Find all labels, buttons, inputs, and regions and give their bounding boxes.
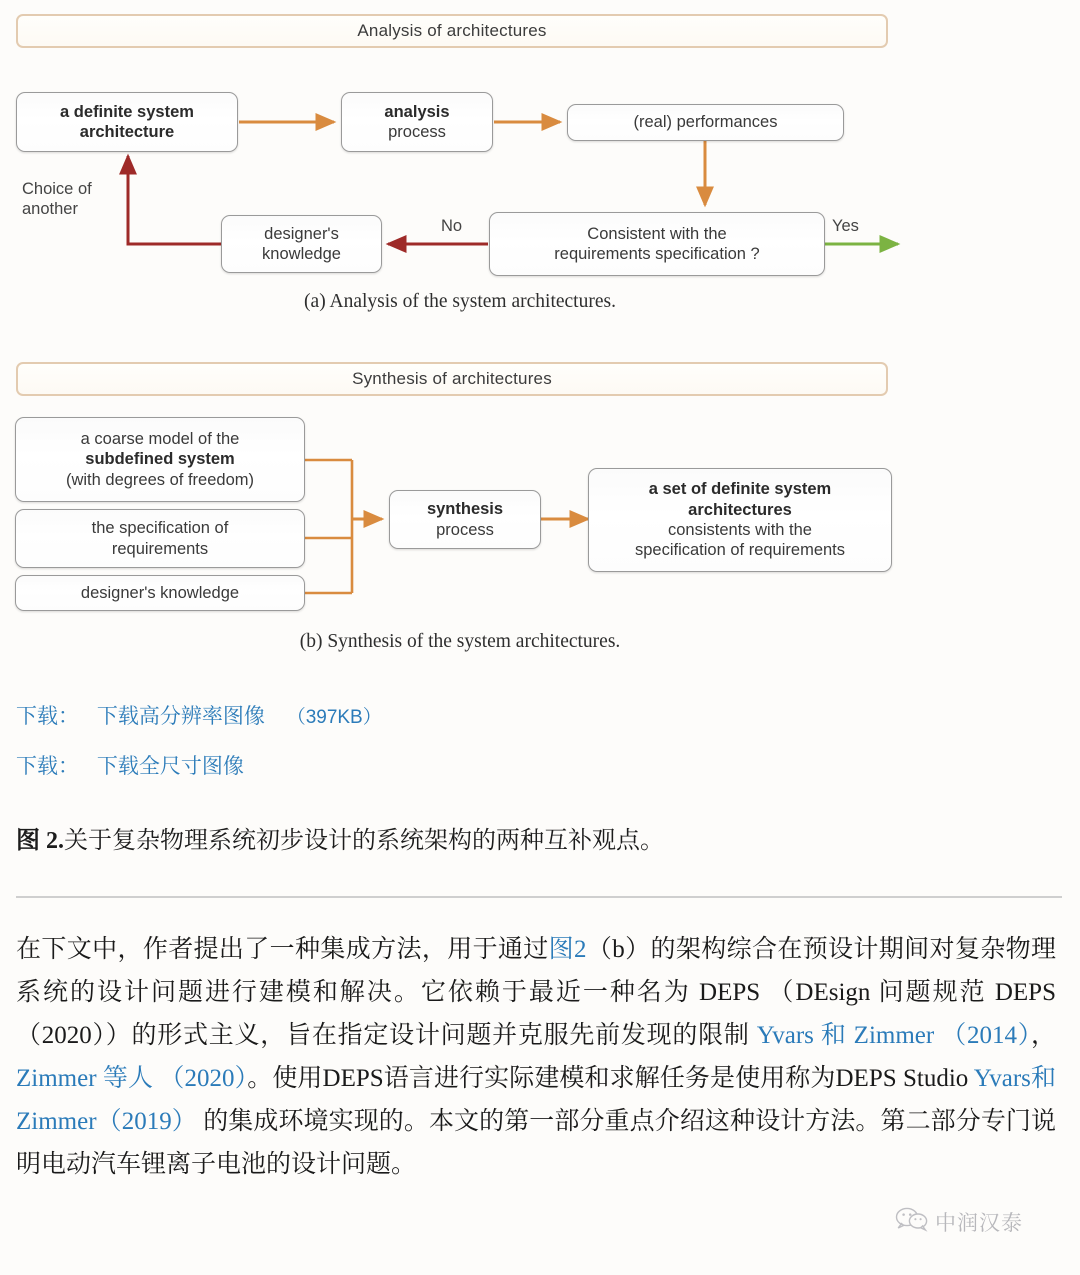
figure-caption-text: 关于复杂物理系统初步设计的系统架构的两种互补观点。 [64,828,664,854]
node-line: architectures [688,500,792,519]
edge-label-line: another [22,200,78,219]
panel-a-connectors [0,0,920,330]
node-real-performances [567,104,844,141]
figure-2-reference-link[interactable]: 图2 [548,936,587,963]
panel-a-band-title: Analysis of architectures [16,14,888,48]
node-line: a definite system [60,102,194,121]
panel-b-caption: (b) Synthesis of the system architectures. [299,631,621,652]
wechat-bubbles-icon [895,1206,929,1237]
body-segment: 。使用DEPS语言进行实际建模和求解任务是使用称为DEPS Studio [247,1065,974,1092]
body-segment: ， [1030,1022,1056,1049]
node-line: (real) performances [633,113,778,132]
diagram-panel-a [0,0,920,330]
node-line: synthesis [426,500,504,519]
edge-label-no: No [441,217,463,235]
node-line: subdefined system [85,450,235,469]
node-line: a coarse model of the [80,429,240,448]
body-paragraph [16,928,1056,1186]
node-line: requirements [111,539,209,558]
figure-caption [16,820,1056,855]
download-links [16,700,916,800]
node-line: designer's [264,224,339,243]
node-line: consistents with the [668,521,812,539]
download-row-hires [16,700,916,730]
download-file-size: （397KB） [286,707,382,728]
citation-link-zimmer-2020[interactable]: Zimmer 等人 （2020） [16,1065,248,1092]
edge-label-choice-of-another [22,179,92,219]
node-line: Consistent with the [587,224,727,243]
node-line: architecture [79,123,175,141]
node-specification-of-requirements [15,509,305,568]
watermark [895,1206,1023,1237]
edge-label-yes: Yes [832,217,859,235]
panel-a-caption: (a) Analysis of the system architectures. [304,291,616,312]
edge-label-line: Choice of [22,180,92,198]
node-line: the specification of [91,519,229,538]
node-line: specification of requirements [634,541,846,560]
download-high-resolution-image-link[interactable]: 下载高分辨率图像 [96,705,265,728]
download-label: 下载： [16,705,79,728]
node-line: a set of definite system [648,480,832,499]
node-line: knowledge [262,245,341,263]
section-divider [16,896,1062,898]
node-analysis-process [341,92,493,152]
body-segment: 的集成环境实现的。本文的第一部分重点介绍这种设计方法。第二部分专门说明电动汽车锂离子电池的设计问题。 [16,1108,1056,1178]
body-segment: 在下文中，作者提出了一种集成方法，用于通过 [16,936,549,963]
node-line: requirements specification ? [554,245,760,263]
panel-b-band-title: Synthesis of architectures [16,362,888,396]
watermark-text: 中润汉泰 [935,1211,1023,1235]
node-consistency-check [489,212,825,276]
node-set-of-definite-architectures [588,468,892,572]
node-line: (with degrees of freedom) [65,470,254,489]
download-label: 下载： [16,755,79,778]
node-line: designer's knowledge [80,583,240,602]
node-line: process [388,123,446,141]
citation-link-yvars-zimmer-2014[interactable]: Yvars 和 Zimmer （2014） [756,1022,1031,1049]
diagram-panel-b [0,348,920,668]
node-line: analysis [384,102,450,121]
node-coarse-model [15,417,305,502]
node-line: process [436,520,494,539]
node-definite-system-architecture [16,92,238,152]
citation-link-yvars-zimmer-2019[interactable]: Yvars和Zimmer（2019） [16,1065,1057,1135]
download-full-size-image-link[interactable]: 下载全尺寸图像 [96,755,244,778]
body-segment: （b）的架构综合在预设计期间对复杂物理系统的设计问题进行建模和解决。它依赖于最近一种名为 DEPS （DEsign 问题规范 DEPS （2020））的形式主义，旨在指定设计问题并克服先前发现的限制 [16,936,1056,1049]
node-synthesis-process [389,490,541,549]
download-row-fullsize [16,750,916,780]
node-designers-knowledge [221,215,382,273]
node-designers-knowledge-b [15,575,305,611]
figure-number: 图 2. [16,828,64,854]
